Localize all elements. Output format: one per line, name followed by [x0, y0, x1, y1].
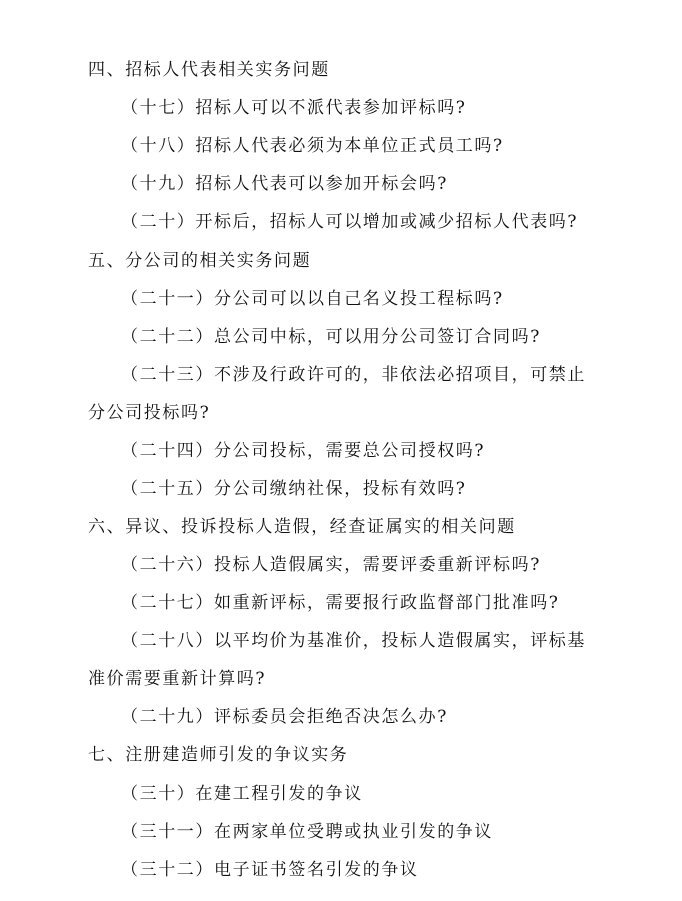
question-24: （二十四）分公司投标，需要总公司授权吗?	[121, 441, 486, 461]
question-26: （二十六）投标人造假属实，需要评委重新评标吗?	[121, 555, 541, 575]
section-heading-5: 五、分公司的相关实务问题	[88, 251, 312, 271]
question-25: （二十五）分公司缴纳社保，投标有效吗?	[121, 479, 467, 499]
question-21: （二十一）分公司可以以自己名义投工程标吗?	[121, 289, 504, 309]
question-29: （二十九）评标委员会拒绝否决怎么办?	[121, 707, 448, 727]
section-heading-7: 七、注册建造师引发的争议实务	[88, 745, 349, 765]
question-28-continuation: 准价需要重新计算吗?	[88, 669, 267, 689]
question-20: （二十）开标后，招标人可以增加或减少招标人代表吗?	[121, 212, 579, 232]
question-28: （二十八）以平均价为基准价，投标人造假属实，评标基	[121, 631, 586, 651]
question-32: （三十二）电子证书签名引发的争议	[121, 860, 419, 880]
question-27: （二十七）如重新评标，需要报行政监督部门批准吗?	[121, 593, 560, 613]
question-30: （三十）在建工程引发的争议	[121, 784, 363, 804]
question-19: （十九）招标人代表可以参加开标会吗?	[121, 174, 448, 194]
question-18: （十八）招标人代表必须为本单位正式员工吗?	[121, 136, 504, 156]
question-23-continuation: 分公司投标吗?	[88, 403, 211, 423]
question-22: （二十二）总公司中标，可以用分公司签订合同吗?	[121, 327, 541, 347]
question-17: （十七）招标人可以不派代表参加评标吗?	[121, 98, 467, 118]
question-23: （二十三）不涉及行政许可的，非依法必招项目，可禁止	[121, 365, 586, 385]
section-heading-6: 六、异议、投诉投标人造假，经查证属实的相关问题	[88, 517, 516, 537]
section-heading-4: 四、招标人代表相关实务问题	[88, 60, 330, 80]
question-31: （三十一）在两家单位受聘或执业引发的争议	[121, 822, 493, 842]
